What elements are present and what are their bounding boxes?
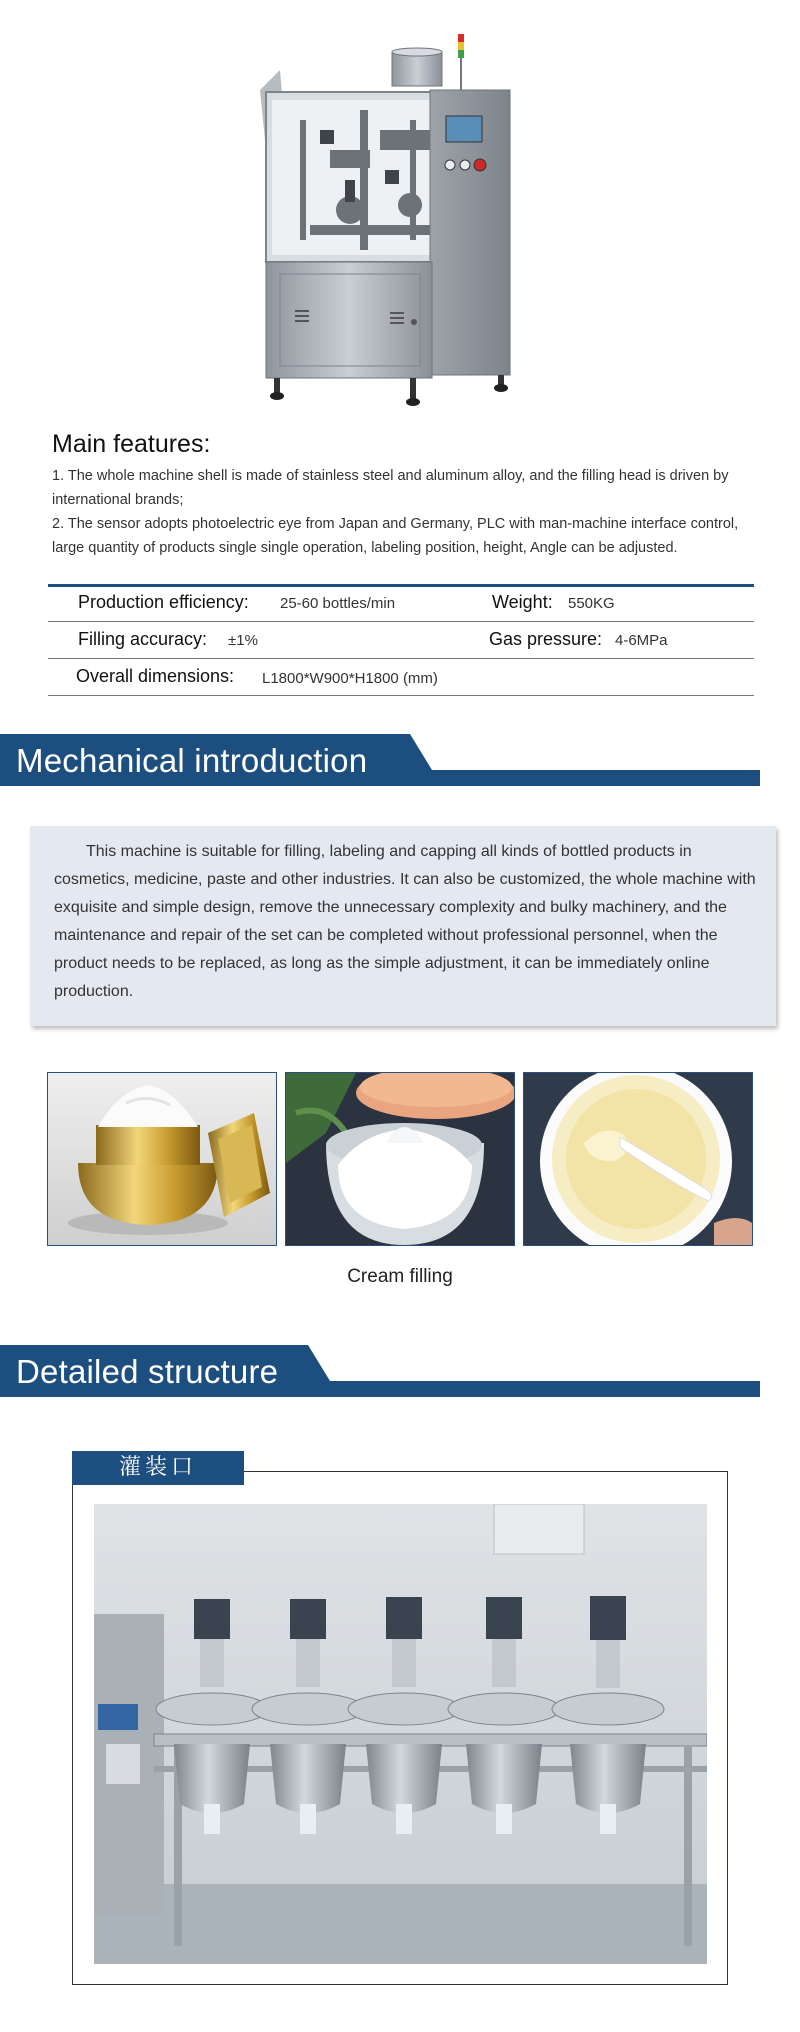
spec-value-dimensions: L1800*W900*H1800 (mm) [262,670,438,687]
spec-label-efficiency: Production efficiency: [78,592,249,612]
filling-machine-icon [250,30,550,410]
mechanical-introduction-banner [0,734,760,790]
spec-label-dimensions: Overall dimensions: [76,666,235,686]
yellow-cream-tub-photo [523,1072,753,1246]
machine-image [250,30,550,410]
mechanical-introduction-heading: Mechanical introduction [16,742,368,779]
gallery-caption: Cream filling [347,1266,453,1287]
spec-label-accuracy: Filling accuracy: [78,629,208,649]
main-features-title: Main features: [52,430,211,458]
feature-item: 1. The whole machine shell is made of stainless steel and aluminum alloy, and the filling head is driven by international brands; [52,468,729,508]
feature-item: 2. The sensor adopts photoelectric eye from Japan and Germany, PLC with man-machine interface control, large quantity of products single single operation, labeling position, height, Angle can be adjusted. [52,516,739,556]
mechanical-intro-text: This machine is suitable for filling, labeling and capping all kinds of bottled products in cosmetics, medicine, paste and other industries. It can also be customized, the whole machine with exquisite and simple design, remove the unnecessary complexity and bulky machinery, and the maintenance and repair of the set can be completed without professional personnel, when the product needs to be replaced, as long as the simple adjustment, it can be immediately online production. [54,843,756,1000]
spec-value-weight: 550KG [568,595,615,612]
mechanical-intro-box [30,826,776,1026]
white-cream-jar-photo [285,1072,515,1246]
spec-value-efficiency: 25-60 bottles/min [280,595,396,612]
spec-value-accuracy: ±1% [228,632,258,649]
spec-value-gas-pressure: 4-6MPa [615,632,668,649]
spec-table [48,584,754,696]
gold-cream-jar-photo [47,1072,277,1246]
filling-heads-photo [94,1504,707,1964]
spec-label-gas-pressure: Gas pressure: [489,629,603,649]
filling-port-tab: 灌装口 [72,1451,244,1485]
spec-label-weight: Weight: [492,592,553,612]
detailed-structure-banner [0,1345,760,1401]
detailed-structure-heading: Detailed structure [16,1353,279,1390]
